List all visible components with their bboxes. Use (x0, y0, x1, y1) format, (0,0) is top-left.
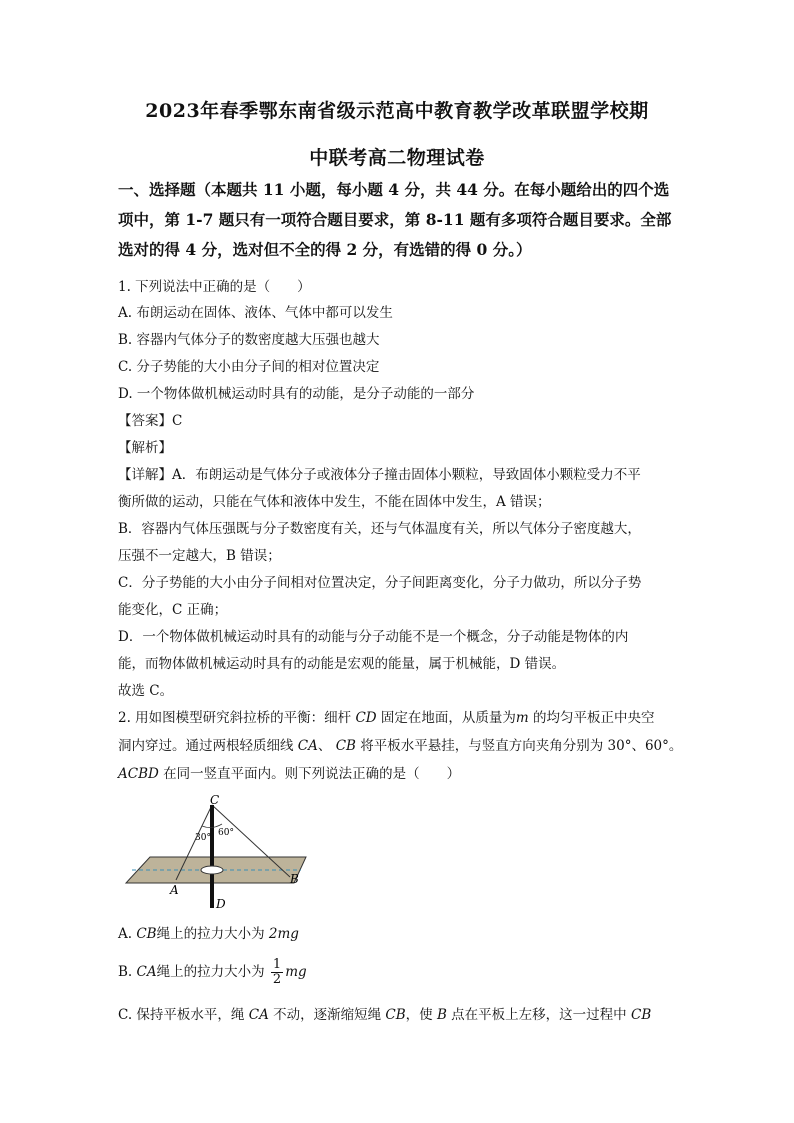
q2-option-a-value: 2mg (268, 926, 299, 942)
figure-label-a: A (170, 883, 179, 897)
q1-option-b: B. 容器内气体分子的数密度越大压强也越大 (118, 332, 380, 348)
section-heading-line2: 项中，第 1-7 题只有一项符合题目要求，第 8-11 题有多项符合题目要求。全部 (118, 210, 672, 229)
figure-angle-30: 30° (195, 833, 211, 843)
q2-option-b-text: 绳上的拉力大小为 (156, 964, 269, 980)
q2-option-c-text: 点在平板上左移，这一过程中 (446, 1007, 631, 1023)
q1-explain-2: 衡所做的运动，只能在气体和液体中发生，不能在固体中发生，A 错误； (118, 494, 551, 510)
q2-option-a-text: 绳上的拉力大小为 (156, 926, 269, 942)
q2-option-c-text: C. 保持平板水平，绳 (118, 1007, 249, 1023)
q1-explain-3: B．容器内气体压强既与分子数密度有关，还与气体温度有关，所以气体分子密度越大， (118, 521, 641, 537)
q2-figure (118, 790, 318, 915)
q2-stem-line1 (118, 706, 698, 726)
figure-label-b: B (290, 872, 299, 886)
q1-answer: 【答案】C (118, 413, 183, 429)
q2-option-b-label: B. (118, 964, 137, 980)
q2-option-a-label: A. (118, 926, 137, 942)
q1-explain-9: 故选 C。 (118, 683, 174, 699)
exam-title-line2: 中联考高二物理试卷 (309, 147, 485, 169)
exam-title-line1: 2023年春季鄂东南省级示范高中教育教学改革联盟学校期 (145, 100, 649, 122)
q2-option-c-text: ，使 (405, 1007, 437, 1023)
q1-explain-1: 【详解】A．布朗运动是气体分子或液体分子撞击固体小颗粒，导致固体小颗粒受力不平 (118, 467, 641, 483)
q2-var-m: m (515, 710, 529, 726)
q2-option-b-fraction (271, 958, 283, 987)
q2-stem-text: 的均匀平板正中央空 (528, 710, 655, 726)
q2-stem-text: 将平板水平悬挂，与竖直方向夹角分别为 30°、60°。 (355, 738, 683, 754)
q2-option-c-var: CA (248, 1007, 269, 1023)
q2-option-c-text: 不动，逐渐缩短绳 (268, 1007, 386, 1023)
q1-explain-8: 能，而物体做机械运动时具有的动能是宏观的能量，属于机械能，D 错误。 (118, 656, 566, 672)
q1-option-c: C. 分子势能的大小由分子间的相对位置决定 (118, 359, 380, 375)
figure-label-d: D (216, 897, 226, 911)
q2-stem-line2 (118, 734, 698, 754)
q2-option-b-var: CA (136, 964, 157, 980)
section-heading-line3: 选对的得 4 分，选对但不全的得 2 分，有选错的得 0 分。） (118, 240, 532, 259)
q2-option-b-unit: mg (285, 964, 307, 980)
q1-option-a: A. 布朗运动在固体、液体、气体中都可以发生 (118, 305, 393, 321)
q2-var-acbd: ACBD (118, 766, 159, 782)
q2-stem-line3 (118, 762, 698, 782)
q2-stem-text: 2. 用如图模型研究斜拉桥的平衡：细杆 (118, 710, 356, 726)
q2-stem-text: 洞内穿过。通过两根轻质细线 (118, 738, 298, 754)
q2-stem-text: 、 (317, 738, 336, 754)
q2-var-ca: CA (297, 738, 318, 754)
figure-label-c: C (210, 793, 220, 807)
q2-option-c-var: CB (630, 1007, 652, 1023)
fraction-numerator: 1 (272, 957, 282, 972)
q1-explain-6: 能变化，C 正确； (118, 602, 228, 618)
q1-explain-4: 压强不一定越大，B 错误； (118, 548, 281, 564)
q1-analysis-tag: 【解析】 (118, 440, 172, 456)
figure-hole (201, 866, 223, 874)
q2-option-c (118, 1003, 698, 1023)
q2-option-a-var: CB (136, 926, 157, 942)
q2-option-c-var: B (436, 1007, 447, 1023)
q2-option-a (118, 922, 698, 942)
q1-option-d: D. 一个物体做机械运动时具有的动能，是分子动能的一部分 (118, 386, 475, 402)
section-heading (118, 175, 688, 265)
q2-stem-text: 在同一竖直平面内。则下列说法正确的是（ ） (158, 766, 461, 782)
fraction-denominator: 2 (272, 972, 282, 987)
q1-explain-5: C．分子势能的大小由分子间相对位置决定，分子间距离变化，分子力做功，所以分子势 (118, 575, 642, 591)
q1-explain-7: D．一个物体做机械运动时具有的动能与分子动能不是一个概念，分子动能是物体的内 (118, 629, 629, 645)
q2-option-c-var: CB (385, 1007, 406, 1023)
section-heading-line1: 一、选择题（本题共 11 小题，每小题 4 分，共 44 分。在每小题给出的四个选 (118, 180, 670, 199)
q2-var-cb: CB (335, 738, 356, 754)
q2-stem-text: 固定在地面，从质量为 (376, 710, 516, 726)
figure-angle-60: 60° (218, 828, 234, 838)
q2-var-cd: CD (355, 710, 377, 726)
q1-stem: 1. 下列说法中正确的是（ ） (118, 279, 311, 295)
q2-option-b (118, 958, 698, 987)
